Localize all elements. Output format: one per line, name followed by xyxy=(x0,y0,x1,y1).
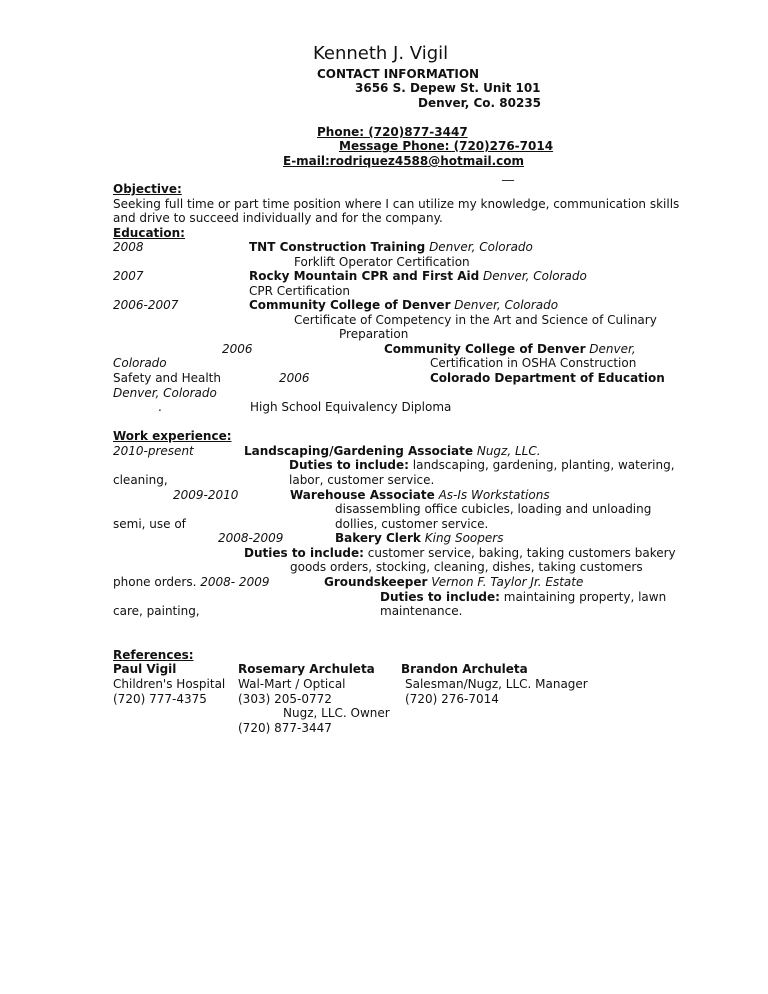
edu-1-cert: Forklift Operator Certification xyxy=(294,255,470,269)
job-1-duties-wrap: cleaning, xyxy=(113,473,168,487)
edu-4-entry xyxy=(384,342,636,357)
edu-1-place: Denver, Colorado xyxy=(425,240,533,254)
job-3-title: Bakery Clerk xyxy=(335,531,421,545)
job-2-entry xyxy=(290,488,550,503)
phone: Phone: (720)877-3447 xyxy=(317,125,468,139)
objective-line1: Seeking full time or part time position where I can utilize my knowledge, communication skills xyxy=(113,197,680,211)
references-heading: References: xyxy=(113,648,194,662)
reference-1-org: Children's Hospital xyxy=(113,677,226,691)
email: E-mail:rodriquez4588@hotmail.com xyxy=(283,154,525,168)
edu-1-entry xyxy=(249,240,533,255)
job-3-duties-text: customer service, baking, taking customers bakery xyxy=(363,546,676,560)
job-1-entry xyxy=(244,444,541,459)
objective-line2: and drive to succeed individually and for the company. xyxy=(113,211,443,225)
address-line1: 3656 S. Depew St. Unit 101 xyxy=(355,81,541,95)
job-1-company: Nugz, LLC. xyxy=(473,444,541,458)
edu-5-cert: High School Equivalency Diploma xyxy=(250,400,452,414)
edu-5-place: Denver, Colorado xyxy=(113,386,217,400)
reference-2-phone: (303) 205-0772 xyxy=(238,692,332,706)
objective-heading: Objective: xyxy=(113,182,182,196)
reference-1-phone: (720) 777-4375 xyxy=(113,692,207,706)
job-4-duties-line2: maintenance. xyxy=(380,604,463,618)
edu-4-place-wrap: Colorado xyxy=(113,356,167,370)
job-4-dates: 2008- 2009 xyxy=(200,575,270,589)
job-2-duties-wrap: semi, use of xyxy=(113,517,186,531)
job-3-duties-line2: goods orders, stocking, cleaning, dishes, taking customers xyxy=(290,560,643,574)
edu-3-cert-line1: Certificate of Competency in the Art and Science of Culinary xyxy=(294,313,657,327)
job-2-duties-line2: dollies, customer service. xyxy=(335,517,489,531)
edu-2-entry xyxy=(249,269,587,284)
reference-2-phone2: (720) 877-3447 xyxy=(238,721,332,735)
edu-5-dot: . xyxy=(158,400,162,414)
edu-4-cert: Certification in OSHA Construction xyxy=(430,356,637,370)
job-3-entry xyxy=(335,531,503,546)
edu-4-cert-wrap: Safety and Health xyxy=(113,371,221,385)
education-heading: Education: xyxy=(113,226,185,240)
job-3-wrap-text: phone orders. xyxy=(113,575,201,589)
edu-1-year: 2008 xyxy=(113,240,144,254)
edu-3-year: 2006-2007 xyxy=(113,298,179,312)
reference-3-name: Brandon Archuleta xyxy=(401,662,528,676)
reference-2-extra: Nugz, LLC. Owner xyxy=(283,706,390,720)
resume-name: Kenneth J. Vigil xyxy=(313,43,449,64)
edu-1-school: TNT Construction Training xyxy=(249,240,426,254)
job-3-company: King Soopers xyxy=(420,531,504,545)
job-4-entry xyxy=(324,575,583,590)
edu-5-school: Colorado Department of Education xyxy=(430,371,665,385)
job-3-dates: 2008-2009 xyxy=(218,531,284,545)
edu-3-school: Community College of Denver xyxy=(249,298,451,312)
edu-2-year: 2007 xyxy=(113,269,144,283)
edu-4-place: Denver, xyxy=(585,342,636,356)
work-heading: Work experience: xyxy=(113,429,232,443)
reference-1-name: Paul Vigil xyxy=(113,662,177,676)
job-1-duties-line2: labor, customer service. xyxy=(289,473,435,487)
edu-5-year: 2006 xyxy=(279,371,310,385)
address-line2: Denver, Co. 80235 xyxy=(418,96,542,110)
job-1-duties xyxy=(289,458,675,473)
contact-heading: CONTACT INFORMATION xyxy=(317,67,480,81)
job-3-duties xyxy=(244,546,676,561)
job-1-dates: 2010-present xyxy=(113,444,194,458)
job-2-title: Warehouse Associate xyxy=(290,488,435,502)
reference-2-name: Rosemary Archuleta xyxy=(238,662,375,676)
edu-3-entry xyxy=(249,298,558,313)
job-4-duties-wrap: care, painting, xyxy=(113,604,200,618)
edu-4-school: Community College of Denver xyxy=(384,342,586,356)
job-4-duties xyxy=(380,590,666,605)
job-3-duties-label: Duties to include: xyxy=(244,546,364,560)
job-3-duties-wrap xyxy=(113,575,269,590)
stray-mark: __ xyxy=(502,167,514,181)
job-4-duties-text: maintaining property, lawn xyxy=(499,590,667,604)
job-1-title: Landscaping/Gardening Associate xyxy=(244,444,474,458)
job-1-duties-label: Duties to include: xyxy=(289,458,409,472)
job-4-company: Vernon F. Taylor Jr. Estate xyxy=(427,575,584,589)
edu-3-cert-line2: Preparation xyxy=(339,327,409,341)
job-4-title: Groundskeeper xyxy=(324,575,428,589)
job-2-duties-line1: disassembling office cubicles, loading and unloading xyxy=(335,502,652,516)
edu-2-school: Rocky Mountain CPR and First Aid xyxy=(249,269,480,283)
edu-3-place: Denver, Colorado xyxy=(450,298,559,312)
edu-2-cert: CPR Certification xyxy=(249,284,350,298)
reference-3-phone: (720) 276-7014 xyxy=(405,692,499,706)
job-1-duties-text: landscaping, gardening, planting, watering, xyxy=(408,458,675,472)
job-2-dates: 2009-2010 xyxy=(173,488,239,502)
edu-2-place: Denver, Colorado xyxy=(479,269,587,283)
reference-3-org: Salesman/Nugz, LLC. Manager xyxy=(405,677,588,691)
edu-4-year: 2006 xyxy=(222,342,253,356)
job-4-duties-label: Duties to include: xyxy=(380,590,500,604)
job-2-company: As-Is Workstations xyxy=(434,488,550,502)
reference-2-org: Wal-Mart / Optical xyxy=(238,677,346,691)
message-phone: Message Phone: (720)276-7014 xyxy=(339,139,554,153)
